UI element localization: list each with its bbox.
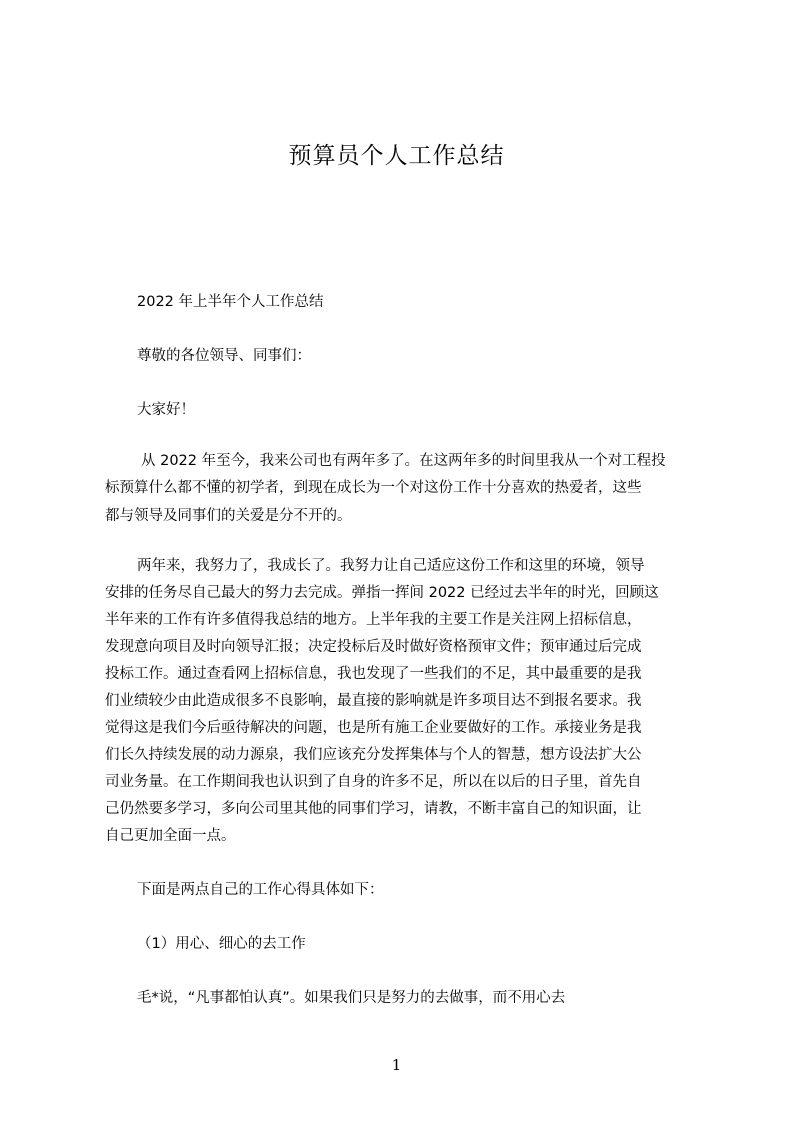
paragraph-line: 己仍然要多学习，多向公司里其他的同事们学习，请教，不断丰富自己的知识面，让 [105, 801, 642, 817]
page-number: 1 [391, 1056, 402, 1074]
paragraph-line: 半年来的工作有许多值得我总结的地方。上半年我的主要工作是关注网上招标信息， [105, 612, 642, 628]
points-intro: 下面是两点自己的工作心得具体如下： [137, 882, 384, 898]
paragraph-line: 安排的任务尽自己最大的努力去完成。弹指一挥间 2022 已经过去半年的时光，回顾这 [105, 585, 659, 601]
paragraph-line: 都与领导及同事们的关爱是分不开的。 [105, 508, 352, 524]
paragraph-line: 从 2022 年至今，我来公司也有两年多了。在这两年多的时间里我从一个对工程投 [141, 453, 666, 469]
paragraph-line: 觉得这是我们今后亟待解决的问题，也是所有施工企业要做好的工作。承接业务是我 [105, 720, 642, 736]
paragraph-line: 自己更加全面一点。 [105, 828, 236, 844]
paragraph-line: 两年来，我努力了，我成长了。我努力让自己适应这份工作和这里的环境，领导 [137, 558, 645, 574]
paragraph-line: 标预算什么都不懂的初学者，到现在成长为一个对这份工作十分喜欢的热爱者，这些 [105, 480, 642, 496]
paragraph-line: 们业绩较少由此造成很多不良影响，最直接的影响就是许多项目达不到报名要求。我 [105, 693, 642, 709]
greeting-leaders: 尊敬的各位领导、同事们： [137, 348, 311, 364]
paragraph-line: 司业务量。在工作期间我也认识到了自身的许多不足，所以在以后的日子里，首先自 [105, 774, 642, 790]
subtitle: 2022 年上半年个人工作总结 [137, 294, 324, 310]
point-1-heading: （1）用心、细心的去工作 [137, 936, 306, 952]
paragraph-line: 发现意向项目及时向领导汇报；决定投标后及时做好资格预审文件；预审通过后完成 [105, 639, 642, 655]
greeting-all: 大家好！ [137, 402, 195, 418]
document-title: 预算员个人工作总结 [288, 143, 505, 169]
point-1-text: 毛*说，“凡事都怕认真”。如果我们只是努力的去做事，而不用心去 [137, 990, 566, 1006]
paragraph-line: 们长久持续发展的动力源泉，我们应该充分发挥集体与个人的智慧，想方设法扩大公 [105, 747, 642, 763]
paragraph-line: 投标工作。通过查看网上招标信息，我也发现了一些我们的不足，其中最重要的是我 [105, 666, 642, 682]
